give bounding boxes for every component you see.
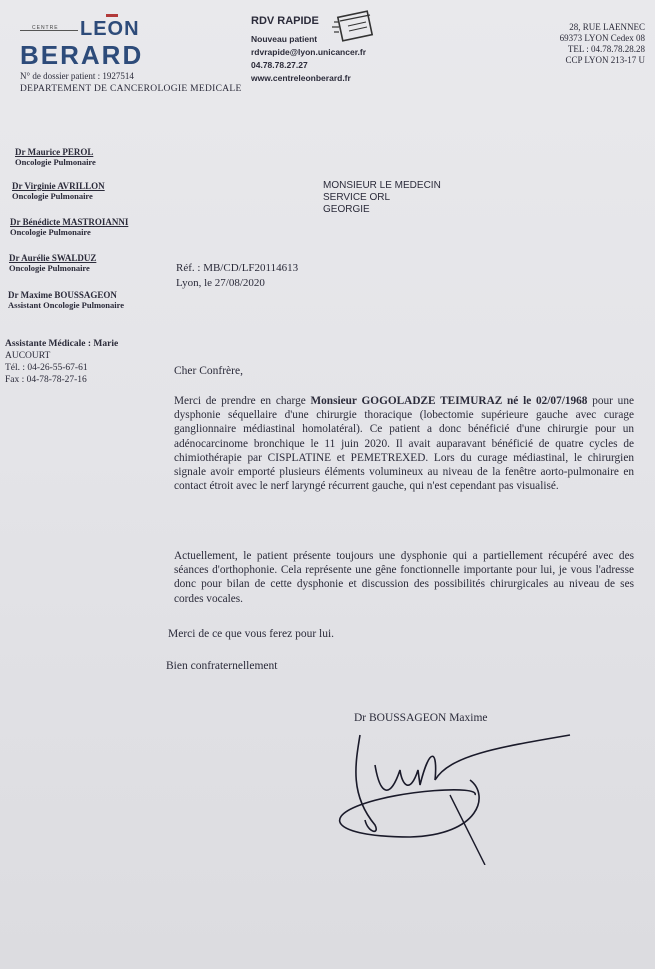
rdv-title: RDV RAPIDE [251,15,319,27]
address-line-3: TEL : 04.78.78.28.28 [567,44,645,54]
letter-date: Lyon, le 27/08/2020 [176,277,265,289]
doctor-entry [15,147,96,167]
doctor-name: Dr Bénédicte MASTROIANNI [10,217,129,227]
doctor-name: Dr Aurélie SWALDUZ [9,253,97,263]
p1-intro: Merci de prendre en charge [174,395,311,407]
recipient-line-2: SERVICE ORL [323,192,391,203]
doctor-name: Dr Virginie AVRILLON [12,181,105,191]
logo-accent [106,14,118,17]
signer-name: Dr BOUSSAGEON Maxime [354,712,488,724]
rdv-phone: 04.78.78.27.27 [251,60,308,70]
assistant-label: Assistante Médicale : Marie [5,339,119,349]
paragraph-1 [174,394,634,493]
paragraph-2: Actuellement, le patient présente toujours une dysphonie qui a partiellement récupéré avec des séances d'orthophonie. Cela représente une gêne fonctionnelle importante pour lui, je vous l'adresse donc pour bilan de cette dysphonie et discussion des possibilités chirurgicales au niveau de ses cordes vocales. [174,550,634,605]
address-line-1: 28, RUE LAENNEC [569,22,645,32]
rdv-line-1: Nouveau patient [251,34,318,44]
p1-body: pour une dysphonie séquellaire d'une chirurgie thoracique (lobectomie supérieure gauche avec curage ganglionnaire médiastinal homolatéral). Ce patient a donc bénéficié d'une chirurgie pour un adénocarcinome bronchique le 11 juin 2020. Il avait auparavant bénéficié de quatre cycles de chimiothérapie par CISPLATINE et PEMETREXED. Lors du curage médiastinal, le chirurgien signale avoir emporté plusieurs éléments volumineux au niveau de la fenêtre aorto-pulmonaire en contact étroit avec le nerf laryngé récurrent gauche, qui n'est cependant pas visualisé. [174,395,634,493]
doctor-specialty: Oncologie Pulmonaire [12,191,93,201]
doctor-entry [12,181,105,201]
assistant-name: AUCOURT [5,351,51,361]
logo-centre: CENTRE [32,25,59,31]
thanks: Merci de ce que vous ferez pour lui. [168,628,335,640]
logo-berard: BERARD [20,40,144,70]
handwritten-signature [320,725,580,865]
logo-leon: LEON [80,18,140,40]
greeting: Cher Confrère, [174,365,243,377]
dossier-number: N° de dossier patient : 1927514 [20,71,134,81]
doctor-specialty: Oncologie Pulmonaire [10,227,91,237]
doctor-specialty: Assistant Oncologie Pulmonaire [8,300,125,310]
patient-name: Monsieur GOGOLADZE TEIMURAZ né le 02/07/1968 [310,395,588,407]
assistant-tel: Tél. : 04-26-55-67-61 [5,363,88,373]
recipient-line-1: MONSIEUR LE MEDECIN [323,180,441,191]
doctor-entry [9,253,96,273]
rdv-email: rdvrapide@lyon.unicancer.fr [251,47,367,57]
reference: Réf. : MB/CD/LF20114613 [176,262,299,274]
assistant-fax: Fax : 04-78-78-27-16 [5,375,87,385]
doctor-entry [8,290,124,310]
recipient-line-3: GEORGIE [323,204,370,215]
address-line-2: 69373 LYON Cedex 08 [559,33,645,43]
closing: Bien confraternellement [166,660,278,672]
rdv-website: www.centreleonberard.fr [251,73,351,83]
doctor-specialty: Oncologie Pulmonaire [15,157,96,167]
address-line-4: CCP LYON 213-17 U [565,55,645,65]
department-title: DEPARTEMENT DE CANCEROLOGIE MEDICALE [20,84,242,94]
doctor-name: Dr Maurice PEROL [15,147,94,157]
doctor-specialty: Oncologie Pulmonaire [9,263,90,273]
calendar-icon [330,8,376,42]
doctor-name: Dr Maxime BOUSSAGEON [8,290,117,300]
doctor-entry [10,217,128,237]
